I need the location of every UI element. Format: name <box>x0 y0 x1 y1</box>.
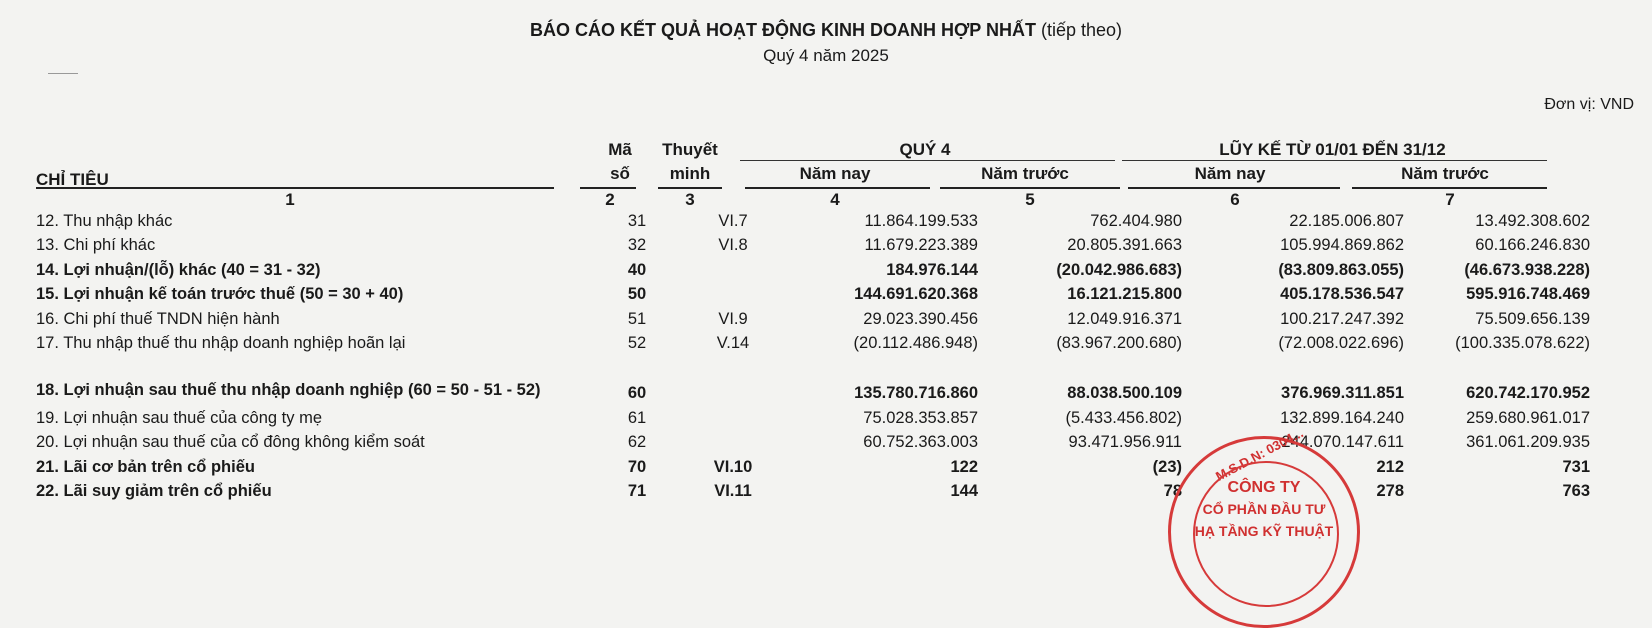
row-note <box>678 280 788 305</box>
report-title-main: BÁO CÁO KẾT QUẢ HOẠT ĐỘNG KINH DOANH HỢP NHẤT <box>529 20 1036 40</box>
header-note-bottom: minh <box>669 164 711 183</box>
row-q-now: 75.028.353.857 <box>863 408 978 427</box>
header-ytd-group: LŨY KẾ TỪ 01/01 ĐẾN 31/12 <box>1219 140 1446 159</box>
colnum-6: 6 <box>1230 190 1240 209</box>
header-indicator: CHỈ TIÊU <box>36 170 109 189</box>
row-code: 70 <box>627 457 647 476</box>
row-q-prev: 88.038.500.109 <box>1067 384 1182 402</box>
row-note: VI.8 <box>718 236 748 254</box>
row-y-prev: (46.673.938.228) <box>1464 260 1590 279</box>
row-q-prev: (83.967.200.680) <box>1056 334 1182 352</box>
seal-line-3: HẠ TẦNG KỸ THUẬT <box>1194 523 1334 539</box>
table-row <box>36 403 1590 428</box>
row-name: 15. Lợi nhuận kế toán trước thuế (50 = 30 + 40) <box>36 285 404 303</box>
row-code: 62 <box>627 433 647 451</box>
row-y-now: 212 <box>1376 457 1404 476</box>
divider <box>48 73 78 74</box>
row-y-prev: 595.916.748.469 <box>1466 285 1590 303</box>
row-y-now: 22.185.006.807 <box>1289 211 1404 230</box>
row-code: 52 <box>627 334 647 352</box>
row-q-now: 11.864.199.533 <box>864 211 978 230</box>
header-rule-note <box>658 187 722 189</box>
row-note <box>678 428 788 453</box>
row-q-now: 184.976.144 <box>886 260 978 279</box>
table-row <box>36 231 1590 256</box>
row-y-now: 105.994.869.862 <box>1280 236 1404 254</box>
table-row <box>36 353 1590 403</box>
row-q-now: (20.112.486.948) <box>853 334 978 352</box>
row-q-prev: (20.042.986.683) <box>1056 260 1182 279</box>
row-note: V.14 <box>716 334 750 352</box>
report-subtitle: Quý 4 năm 2025 <box>763 46 889 65</box>
colnum-1: 1 <box>285 190 295 209</box>
report-title-suffix: (tiếp theo) <box>1041 20 1123 40</box>
row-q-prev: (5.433.456.802) <box>1065 408 1182 427</box>
row-q-now: 60.752.363.003 <box>863 433 978 451</box>
header-ytd-rule <box>1122 160 1547 161</box>
unit-label: Đơn vị: VND <box>1544 96 1634 113</box>
row-q-now: 135.780.716.860 <box>854 384 978 402</box>
company-seal <box>1168 425 1360 628</box>
header-code-top: Mã <box>608 140 632 159</box>
table-row <box>36 304 1590 329</box>
colnum-3: 3 <box>685 190 695 209</box>
row-code: 40 <box>627 260 647 279</box>
seal-line-2: CỔ PHẦN ĐẦU TƯ <box>1202 501 1326 517</box>
row-y-now: 405.178.536.547 <box>1280 285 1404 303</box>
header-code-bottom: số <box>610 164 630 183</box>
row-q-prev: 20.805.391.663 <box>1067 236 1182 254</box>
row-q-now: 144 <box>950 482 978 500</box>
header-quarter-rule <box>740 160 1115 161</box>
header-rule-y-now <box>1128 187 1340 189</box>
colnum-7: 7 <box>1445 190 1455 209</box>
income-table <box>36 206 1590 501</box>
row-code: 60 <box>627 384 647 402</box>
header-y-this-year: Năm nay <box>1194 164 1266 183</box>
row-name: 19. Lợi nhuận sau thuế của công ty mẹ <box>36 408 323 427</box>
row-name: 21. Lãi cơ bản trên cổ phiếu <box>36 457 255 476</box>
row-code: 61 <box>627 408 647 427</box>
row-y-prev: 620.742.170.952 <box>1466 384 1590 402</box>
row-q-prev: 762.404.980 <box>1090 211 1182 230</box>
table-row <box>36 329 1590 354</box>
header-q-this-year: Năm nay <box>799 164 871 183</box>
row-q-now: 29.023.390.456 <box>863 309 978 328</box>
row-y-prev: 731 <box>1562 457 1590 476</box>
report-title <box>0 20 1652 41</box>
row-q-prev: 93.471.956.911 <box>1068 433 1182 451</box>
header-rule-code <box>580 187 636 189</box>
row-note: VI.9 <box>718 309 748 328</box>
row-name: 13. Chi phí khác <box>36 236 156 254</box>
header-quarter-group: QUÝ 4 <box>899 140 951 159</box>
header-rule-q-prev <box>940 187 1120 189</box>
row-note <box>678 353 788 403</box>
table-row <box>36 280 1590 305</box>
header-rule-y-prev <box>1352 187 1547 189</box>
row-code: 71 <box>627 482 647 500</box>
row-y-prev: 361.061.209.935 <box>1466 433 1590 451</box>
row-note <box>678 255 788 280</box>
row-y-now: 376.969.311.851 <box>1281 384 1404 402</box>
colnum-5: 5 <box>1025 190 1035 209</box>
row-y-prev: 763 <box>1562 482 1590 500</box>
row-note: VI.11 <box>714 482 752 500</box>
row-y-prev: 75.509.656.139 <box>1475 309 1590 328</box>
seal-line-1: CÔNG TY <box>1227 479 1301 496</box>
row-y-now: 132.899.164.240 <box>1280 408 1404 427</box>
row-y-prev: 13.492.308.602 <box>1475 211 1590 230</box>
row-name: 22. Lãi suy giảm trên cổ phiếu <box>36 482 272 500</box>
row-q-now: 144.691.620.368 <box>854 285 978 303</box>
row-y-now: 244.070.147.611 <box>1281 433 1404 451</box>
row-note: VI.7 <box>718 211 748 230</box>
row-name: 20. Lợi nhuận sau thuế của cổ đông không kiểm soát <box>36 433 425 451</box>
row-y-now: 278 <box>1376 482 1404 500</box>
row-y-now: 100.217.247.392 <box>1280 309 1404 328</box>
row-q-prev: (23) <box>1152 457 1182 476</box>
row-code: 32 <box>627 236 647 254</box>
colnum-4: 4 <box>830 190 840 209</box>
row-q-now: 122 <box>950 457 978 476</box>
row-q-prev: 78 <box>1163 482 1182 500</box>
table-row <box>36 206 1590 231</box>
table-row <box>36 428 1590 453</box>
row-q-prev: 12.049.916.371 <box>1067 309 1182 328</box>
row-code: 31 <box>627 211 647 230</box>
seal-registration: M.S.D.N: 0304... <box>1213 425 1306 484</box>
row-name: 18. Lợi nhuận sau thuế thu nhập doanh nghiệp (60 = 50 - 51 - 52) <box>36 381 541 399</box>
header-rule-indicator <box>36 187 554 189</box>
row-name: 16. Chi phí thuế TNDN hiện hành <box>36 309 280 328</box>
row-name: 12. Thu nhập khác <box>36 211 173 230</box>
row-note <box>678 403 788 428</box>
row-y-prev: (100.335.078.622) <box>1455 334 1590 352</box>
table-row <box>36 452 1590 477</box>
row-code: 51 <box>627 309 647 328</box>
header-y-prior-year: Năm trước <box>1401 164 1489 183</box>
row-q-prev: 16.121.215.800 <box>1067 285 1182 303</box>
row-y-prev: 259.680.961.017 <box>1466 408 1590 427</box>
header-rule-q-now <box>745 187 930 189</box>
row-code: 50 <box>627 285 647 303</box>
row-y-now: (72.008.022.696) <box>1278 334 1404 352</box>
colnum-2: 2 <box>605 190 615 209</box>
table-row <box>36 255 1590 280</box>
row-y-prev: 60.166.246.830 <box>1475 236 1590 254</box>
header-q-prior-year: Năm trước <box>981 164 1069 183</box>
row-note: VI.10 <box>713 457 753 476</box>
row-name: 14. Lợi nhuận/(lỗ) khác (40 = 31 - 32) <box>36 260 321 279</box>
row-q-now: 11.679.223.389 <box>864 236 978 254</box>
row-name: 17. Thu nhập thuế thu nhập doanh nghiệp hoãn lại <box>36 334 406 352</box>
header-note-top: Thuyết <box>662 140 718 159</box>
row-y-now: (83.809.863.055) <box>1278 260 1404 279</box>
